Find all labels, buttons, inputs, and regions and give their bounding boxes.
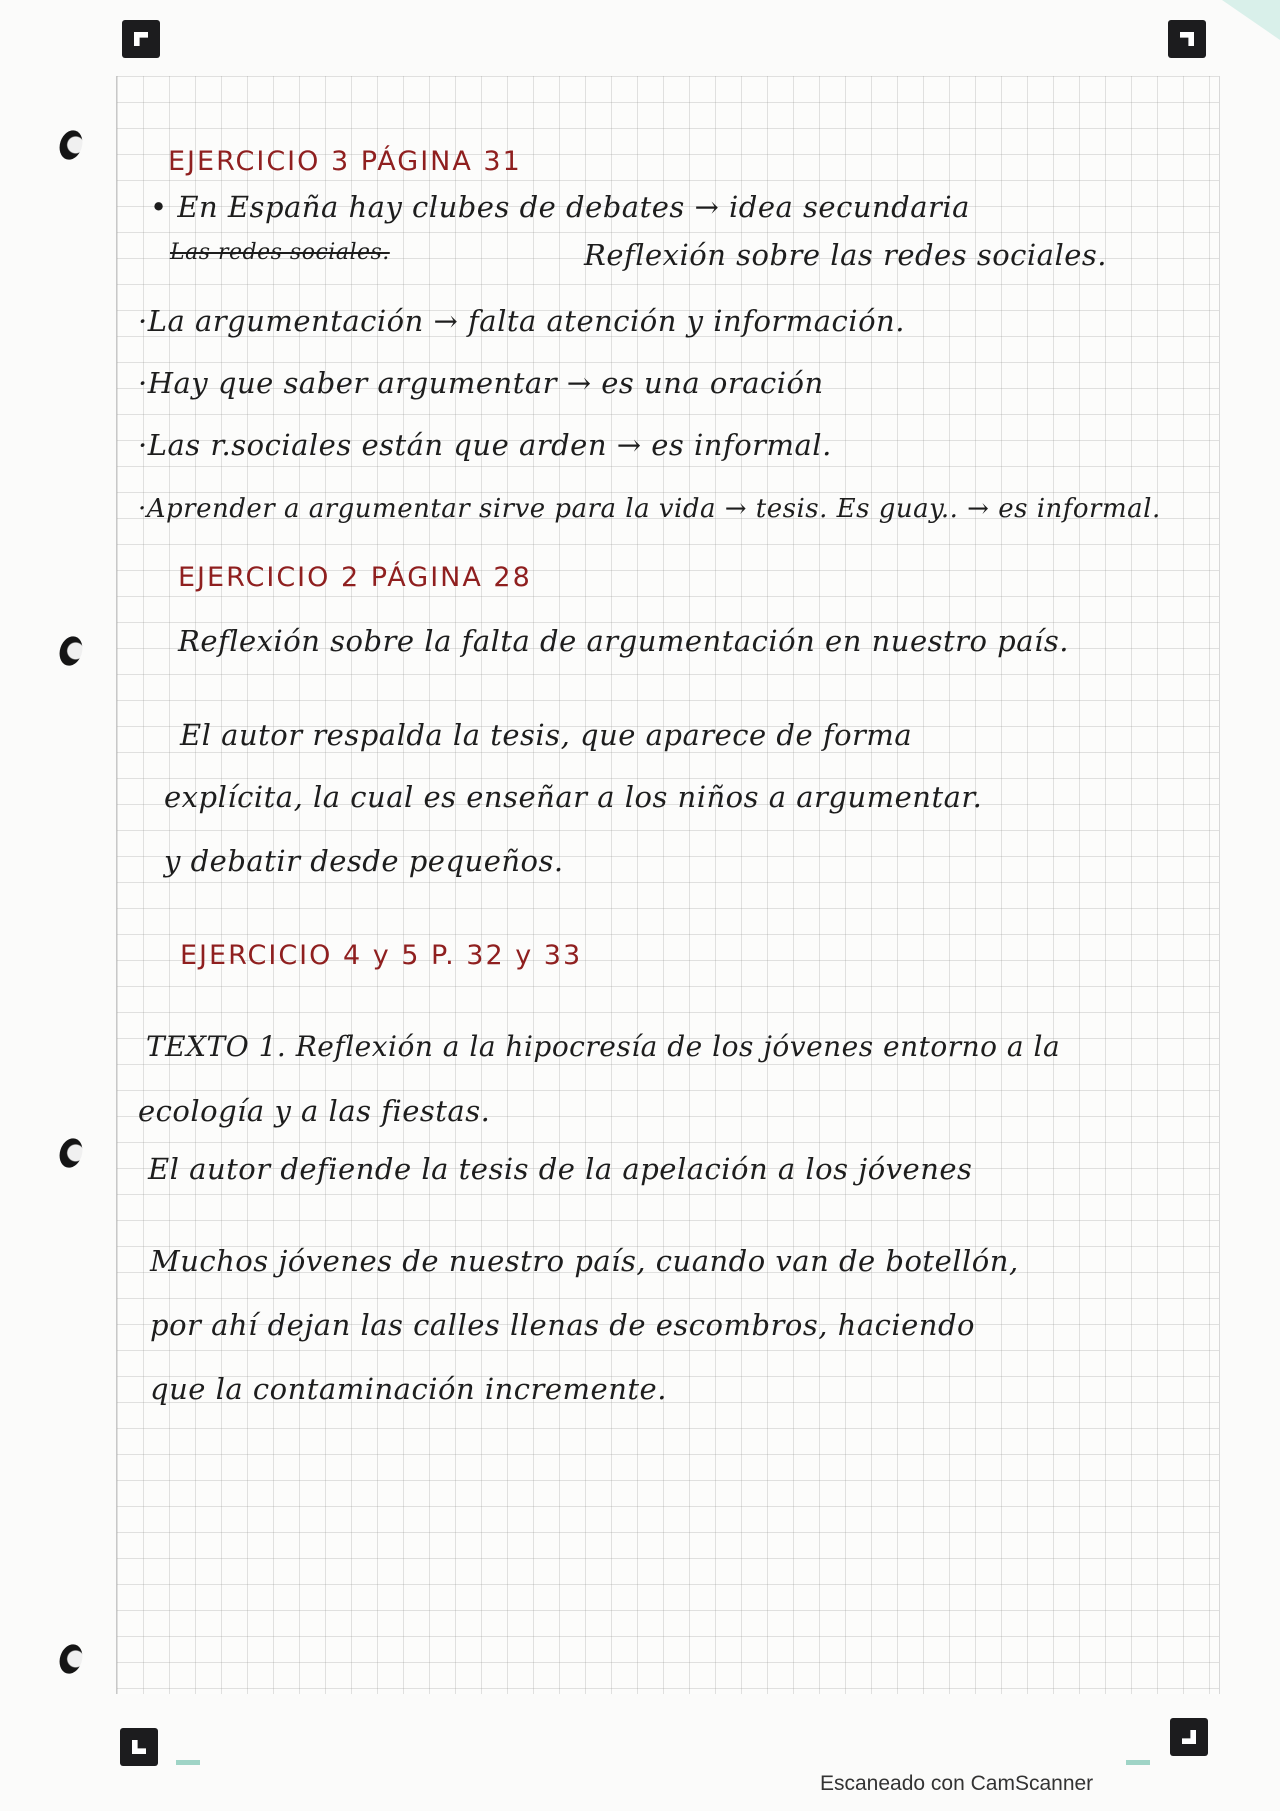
note-line: que la contaminación incremente. <box>150 1372 667 1406</box>
scan-corner-bottom-right-icon <box>1170 1718 1208 1756</box>
corner-ribbon <box>1222 0 1280 40</box>
note-line: por ahí dejan las calles llenas de escombros, haciendo <box>150 1308 975 1342</box>
binder-hole-icon <box>56 127 86 162</box>
exercise-3-heading: EJERCICIO 3 PÁGINA 31 <box>168 146 522 177</box>
binder-hole-icon <box>56 633 86 668</box>
note-line: Reflexión sobre la falta de argumentación en nuestro país. <box>178 624 1069 658</box>
note-line: ecología y a las fiestas. <box>138 1094 491 1128</box>
scan-marker <box>176 1760 200 1765</box>
note-line: ·Las r.sociales están que arden → es informal. <box>138 428 832 462</box>
exercise-2-heading: EJERCICIO 2 PÁGINA 28 <box>178 562 532 593</box>
note-line: El autor respalda la tesis, que aparece de forma <box>180 718 913 752</box>
note-line: TEXTO 1. Reflexión a la hipocresía de los jóvenes entorno a la <box>146 1030 1061 1063</box>
scanner-credit: Escaneado con CamScanner <box>820 1772 1094 1795</box>
note-line: El autor defiende la tesis de la apelación a los jóvenes <box>148 1152 973 1186</box>
note-line: ·Hay que saber argumentar → es una oración <box>138 366 824 400</box>
binder-hole-icon <box>56 1641 86 1676</box>
scan-corner-top-right-icon <box>1168 20 1206 58</box>
scan-corner-bottom-left-icon <box>120 1728 158 1766</box>
exercise-4-5-heading: EJERCICIO 4 y 5 P. 32 y 33 <box>180 940 583 971</box>
note-line: y debatir desde pequeños. <box>164 844 564 878</box>
note-line: Muchos jóvenes de nuestro país, cuando van de botellón, <box>150 1244 1019 1278</box>
note-line: • En España hay clubes de debates → idea secundaria <box>150 190 970 224</box>
scan-marker <box>1126 1760 1150 1765</box>
note-line: explícita, la cual es enseñar a los niños a argumentar. <box>164 780 983 814</box>
note-line: Reflexión sobre las redes sociales. <box>584 238 1108 272</box>
scan-corner-top-left-icon <box>122 20 160 58</box>
struck-out-text: Las redes sociales. <box>170 240 390 265</box>
note-line: ·La argumentación → falta atención y información. <box>138 304 905 338</box>
note-line: ·Aprender a argumentar sirve para la vida → tesis. Es guay.. → es informal. <box>138 494 1161 524</box>
binder-hole-icon <box>56 1135 86 1170</box>
